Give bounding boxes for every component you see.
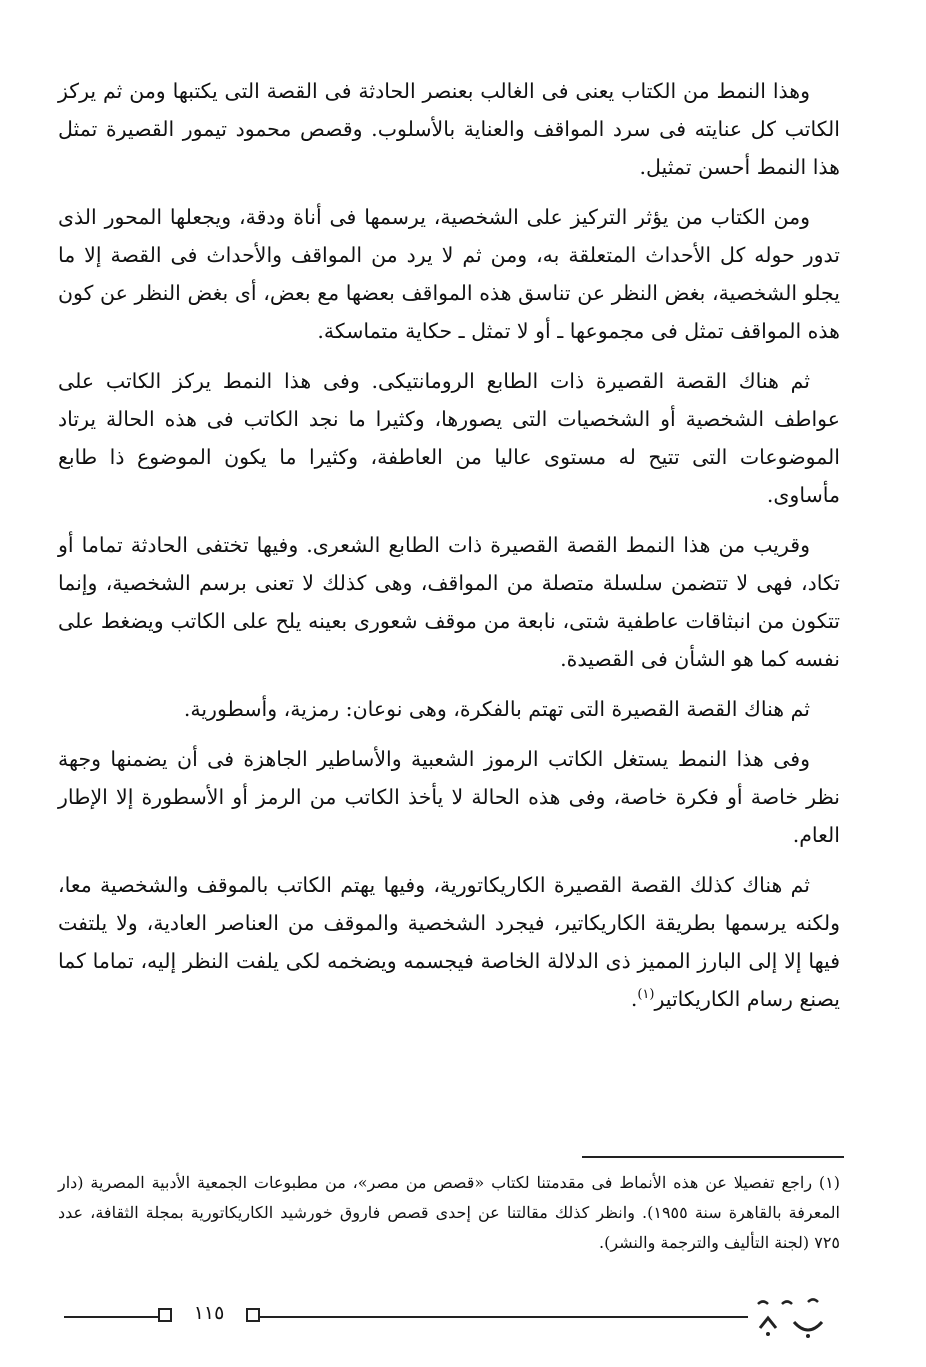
footer-ornament-icon xyxy=(750,1296,846,1346)
footnote xyxy=(58,1168,840,1258)
paragraph-5: ثم هناك القصة القصيرة التى تهتم بالفكرة، وهى نوعان: رمزية، وأسطورية. xyxy=(183,697,810,721)
paragraph-7-end: . xyxy=(630,987,638,1011)
footer-square-right xyxy=(246,1308,260,1322)
paragraph-4: وقريب من هذا النمط القصة القصيرة ذات الطابع الشعرى. وفيها تختفى الحادثة تماما أو تكاد، فهى لا تتضمن سلسلة متصلة من المواقف، وهى كذلك لا تعنى برسم الشخصية، وإنما تتكون من انبثاقات عاطفية شتى، نابعة من موقف شعورى بعينه يلح على الكاتب ويضغط على نفسه كما هو الشأن فى القصيدة. xyxy=(58,533,840,671)
footnote-text: (١) راجع تفصيلا عن هذه الأنماط فى مقدمتنا لكتاب «قصص من مصر»، من مطبوعات الجمعية الأدبية المصرية (دار المعرفة بالقاهرة سنة ١٩٥٥). وانظر كذلك مقالتنا عن إحدى قصص فاروق خورشيد الكاريكاتورية بمجلة الثقافة، عدد ٧٢٥ (لجنة التأليف والترجمة والنشر). xyxy=(58,1173,840,1252)
main-text xyxy=(58,72,840,1030)
paragraph-7-text: ثم هناك كذلك القصة القصيرة الكاريكاتورية، وفيها يهتم الكاتب بالموقف والشخصية معا، ولكنه يرسمها بطريقة الكاريكاتير، فيجرد الشخصية والموقف من العناصر العادية، ولا يلتفت فيها إلا إلى البارز المميز ذى الدلالة الخاصة فيجسمه ويضخمه لكى يلفت النظر إليه، تماما كما يصنع رسام الكاريكاتير xyxy=(58,873,840,1011)
page-number: ١١٥ xyxy=(193,1302,225,1324)
footnote-reference: (١) xyxy=(637,987,655,1003)
footer-square-left xyxy=(158,1308,172,1322)
page-footer xyxy=(60,1296,860,1346)
footnote-separator xyxy=(582,1156,844,1158)
paragraph-6: وفى هذا النمط يستغل الكاتب الرموز الشعبية والأساطير الجاهزة فى أن يضمنها وجهة نظر خاصة أو فكرة خاصة، وفى هذه الحالة لا يأخذ الكاتب من الرمز أو الأسطورة إلا الإطار العام. xyxy=(58,747,840,847)
paragraph-1: وهذا النمط من الكتاب يعنى فى الغالب بعنصر الحادثة فى القصة التى يكتبها ومن ثم يركز الكاتب كل عنايته فى سرد المواقف والعناية بالأسلوب. وقصص محمود تيمور القصيرة تمثل هذا النمط أحسن تمثيل. xyxy=(58,79,840,179)
paragraph-3: ثم هناك القصة القصيرة ذات الطابع الرومانتيكى. وفى هذا النمط يركز الكاتب على عواطف الشخصية أو الشخصيات التى يصورها، وكثيرا ما نجد الكاتب فى هذه الحالة يرتاد الموضوعات التى تتيح له مستوى عاليا من العاطفة، وكثيرا ما يكون الموضوع ذا طابع مأساوى. xyxy=(58,369,840,507)
footer-rule-right xyxy=(260,1316,748,1318)
paragraph-2: ومن الكتاب من يؤثر التركيز على الشخصية، يرسمها فى أناة ودقة، ويجعلها المحور الذى تدور حوله كل الأحداث المتعلقة به، ومن ثم لا يرد من المواقف والأحداث فى القصة إلا ما يجلو الشخصية، بغض النظر عن تناسق هذه المواقف بعضها مع بعض، أى بغض النظر عن كون هذه المواقف تمثل فى مجموعها ـ أو لا تمثل ـ حكاية متماسكة. xyxy=(58,205,840,343)
footer-rule-left xyxy=(64,1316,158,1318)
paragraph-7 xyxy=(58,866,840,1018)
